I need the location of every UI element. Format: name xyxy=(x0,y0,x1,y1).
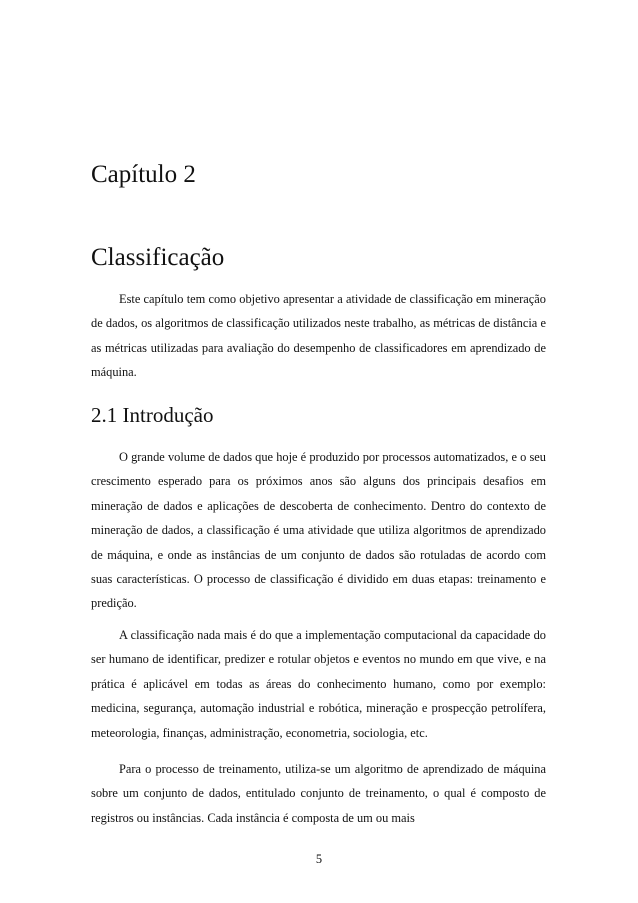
section-heading: 2.1 Introdução xyxy=(91,403,214,427)
intro-paragraph: Este capítulo tem como objetivo apresentar a atividade de classificação em mineração de dados, os algoritmos de classificação utilizados neste trabalho, as métricas de distância e as métricas utilizadas para avaliação do desempenho de classificadores em aprendizado de máquina. xyxy=(91,292,546,380)
body-paragraph: O grande volume de dados que hoje é produzido por processos automatizados, e o seu crescimento esperado para os próximos anos são alguns dos principais desafios em mineração de dados e aplicações de descoberta de conhecimento. Dentro do contexto de mineração de dados, a classificação é uma atividade que utiliza algoritmos de aprendizado de máquina, e onde as instâncias de um conjunto de dados são rotuladas de acordo com suas características. O processo de classificação é dividido em duas etapas: treinamento e predição. xyxy=(91,450,546,611)
body-paragraph: A classificação nada mais é do que a implementação computacional da capacidade do ser humano de identificar, predizer e rotular objetos e eventos no mundo em que vive, e na prática é aplicável em todas as áreas do conhecimento humano, como por exemplo: medicina, segurança, automação industrial e robótica, mineração e prospecção petrolífera, meteorologia, finanças, administração, econometria, sociologia, etc. xyxy=(91,628,546,740)
page-number: 5 xyxy=(315,852,323,866)
chapter-label: Capítulo 2 xyxy=(91,161,196,188)
chapter-title: Classificação xyxy=(91,244,225,271)
body-paragraph: Para o processo de treinamento, utiliza-se um algoritmo de aprendizado de máquina sobre um conjunto de dados, entitulado conjunto de treinamento, o qual é composto de registros ou instâncias. Cada instância é composta de um ou mais xyxy=(91,762,546,825)
